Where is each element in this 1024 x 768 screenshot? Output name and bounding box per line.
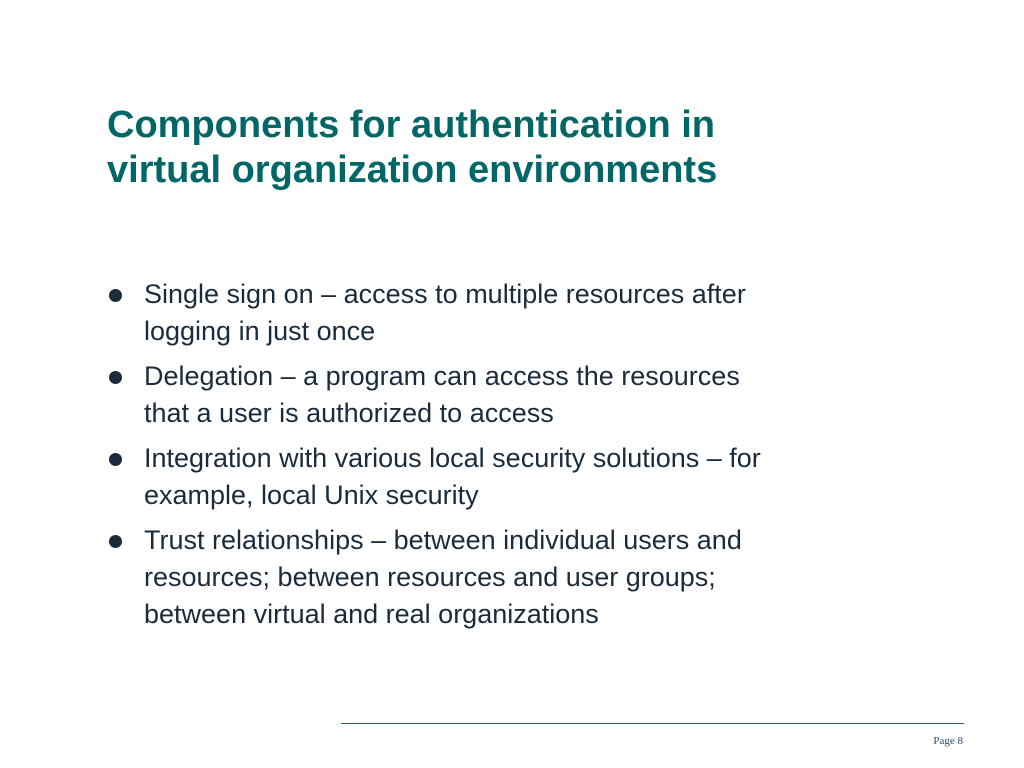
bullet-text-line-2: that a user is authorized to access [144, 398, 554, 428]
slide-title [107, 103, 967, 193]
bullet-text-line-2: example, local Unix security [144, 480, 479, 510]
bullet-item-delegation [107, 358, 947, 432]
bullet-text-line-1: Trust relationships – between individual users and [144, 525, 742, 555]
bullet-text-line-3: between virtual and real organizations [144, 599, 599, 629]
bullet-dot-icon [109, 371, 122, 384]
bullet-text-line-1: Delegation – a program can access the resources [144, 361, 740, 391]
bullet-item-single-sign-on [107, 276, 947, 350]
page-number: Page 8 [933, 735, 963, 747]
bullet-text-line-1: Single sign on – access to multiple resources after [144, 279, 746, 309]
slide-title-line-2: virtual organization environments [107, 149, 718, 191]
bullet-text-line-2: logging in just once [144, 316, 376, 346]
slide-title-line-1: Components for authentication in [107, 104, 715, 146]
bullet-dot-icon [109, 453, 122, 466]
bullet-item-integration [107, 440, 947, 514]
bullet-dot-icon [109, 535, 122, 548]
footer-divider [341, 723, 964, 724]
bullet-list [107, 276, 947, 641]
bullet-dot-icon [109, 289, 122, 302]
bullet-item-trust-relationships [107, 522, 947, 633]
bullet-text-line-1: Integration with various local security solutions – for [144, 443, 761, 473]
bullet-text-line-2: resources; between resources and user groups; [144, 562, 716, 592]
